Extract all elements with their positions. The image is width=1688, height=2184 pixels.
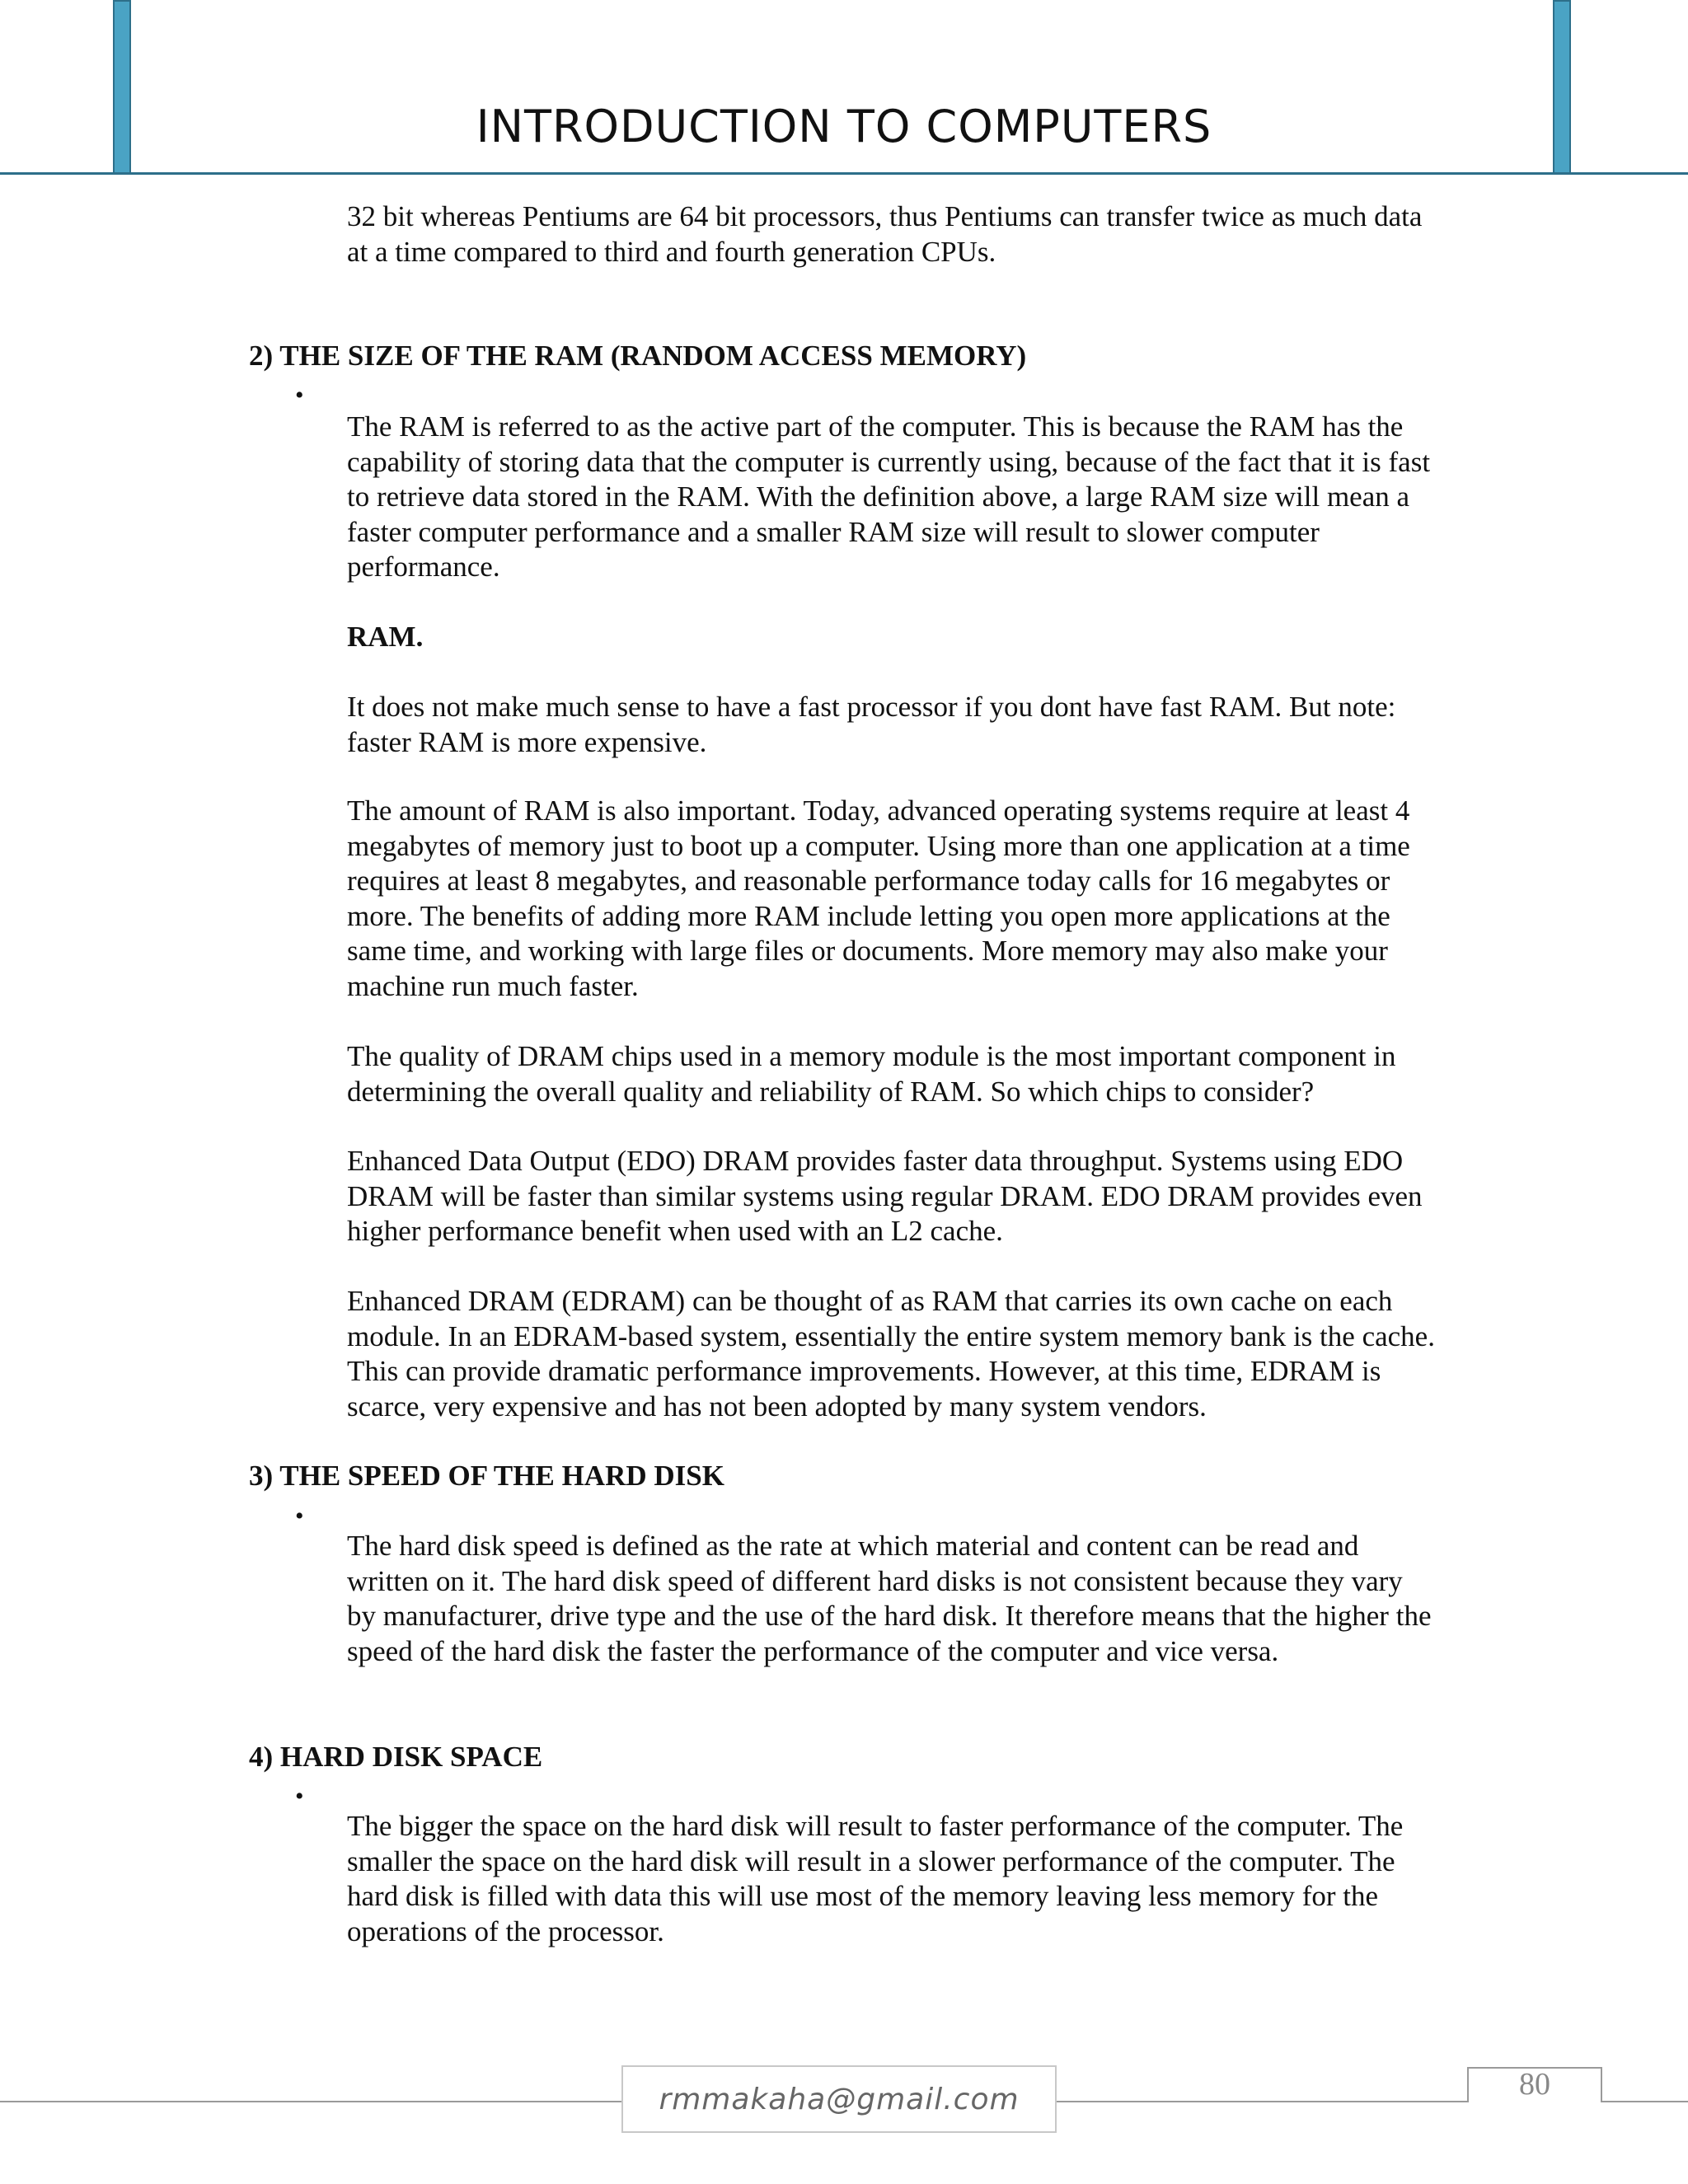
- section-heading-ram-size: 2) THE SIZE OF THE RAM (RANDOM ACCESS MEMORY): [249, 340, 1027, 372]
- page-number: 80: [1519, 2067, 1550, 2102]
- hard-disk-space-paragraph: The bigger the space on the hard disk will result to faster performance of the computer. The smaller the space on the hard disk will result in a slower performance of the computer. The hard disk is filled with data this will use most of the memory leaving less memory for the operations of the processor.: [347, 1810, 1404, 1947]
- ram-subheading: RAM.: [347, 621, 424, 653]
- footer-rule-left: [0, 2101, 621, 2102]
- header-rule: [0, 172, 1688, 175]
- ram-paragraph-amount: The amount of RAM is also important. Today, advanced operating systems require at least 4 megabytes of memory just to boot up a computer. Using more than one application at a time requires at least 8 megabytes, and reasonable performance today calls for 16 megabytes or more. The benefits of adding more RAM include letting you open more applications at the same time, and working with large files or documents. More memory may also make your machine run much faster.: [347, 794, 1410, 1002]
- ram-paragraph-edram: Enhanced DRAM (EDRAM) can be thought of as RAM that carries its own cache on each module. In an EDRAM-based system, essentially the entire system memory bank is the cache. This can provide dramatic performance improvements. However, at this time, EDRAM is scarce, very expensive and has not been adopted by many system vendors.: [347, 1285, 1435, 1422]
- footer-email-box: [621, 2065, 1057, 2133]
- page-header-title: INTRODUCTION TO COMPUTERS: [476, 101, 1212, 152]
- hard-disk-speed-paragraph: The hard disk speed is defined as the rate at which material and content can be read and written on it. The hard disk speed of different hard disks is not consistent because they vary by manufacturer, drive type and the use of the hard disk. It therefore means that the higher the speed of the hard disk the faster the performance of the computer and vice versa.: [347, 1530, 1432, 1667]
- ram-paragraph-dram-quality: The quality of DRAM chips used in a memory module is the most important component in determining the overall quality and reliability of RAM. So which chips to consider?: [347, 1040, 1396, 1108]
- bullet-marker: •: [295, 382, 304, 409]
- footer-rule-middle: [1057, 2101, 1467, 2102]
- intro-paragraph: 32 bit whereas Pentiums are 64 bit processors, thus Pentiums can transfer twice as much data at a time compared to third and fourth generation CPUs.: [347, 200, 1423, 268]
- footer-rule-right: [1602, 2101, 1688, 2102]
- bullet-marker: •: [295, 1783, 304, 1810]
- ram-paragraph-edo: Enhanced Data Output (EDO) DRAM provides faster data throughput. Systems using EDO DRAM will be faster than similar systems using regular DRAM. EDO DRAM provides even higher performance benefit when used with an L2 cache.: [347, 1145, 1423, 1247]
- ram-paragraph-definition: The RAM is referred to as the active part of the computer. This is because the RAM has the capability of storing data that the computer is currently using, because of the fact that it is fast to retrieve data stored in the RAM. With the definition above, a large RAM size will mean a faster computer performance and a smaller RAM size will result to slower computer performance.: [347, 410, 1431, 583]
- section-heading-hard-disk-speed: 3) THE SPEED OF THE HARD DISK: [249, 1460, 724, 1492]
- bullet-marker: •: [295, 1502, 304, 1530]
- footer-email: rmmakaha@gmail.com: [659, 2082, 1020, 2116]
- ram-paragraph-fast-ram: It does not make much sense to have a fast processor if you dont have fast RAM. But note: faster RAM is more expensive.: [347, 691, 1396, 758]
- section-heading-hard-disk-space: 4) HARD DISK SPACE: [249, 1741, 543, 1773]
